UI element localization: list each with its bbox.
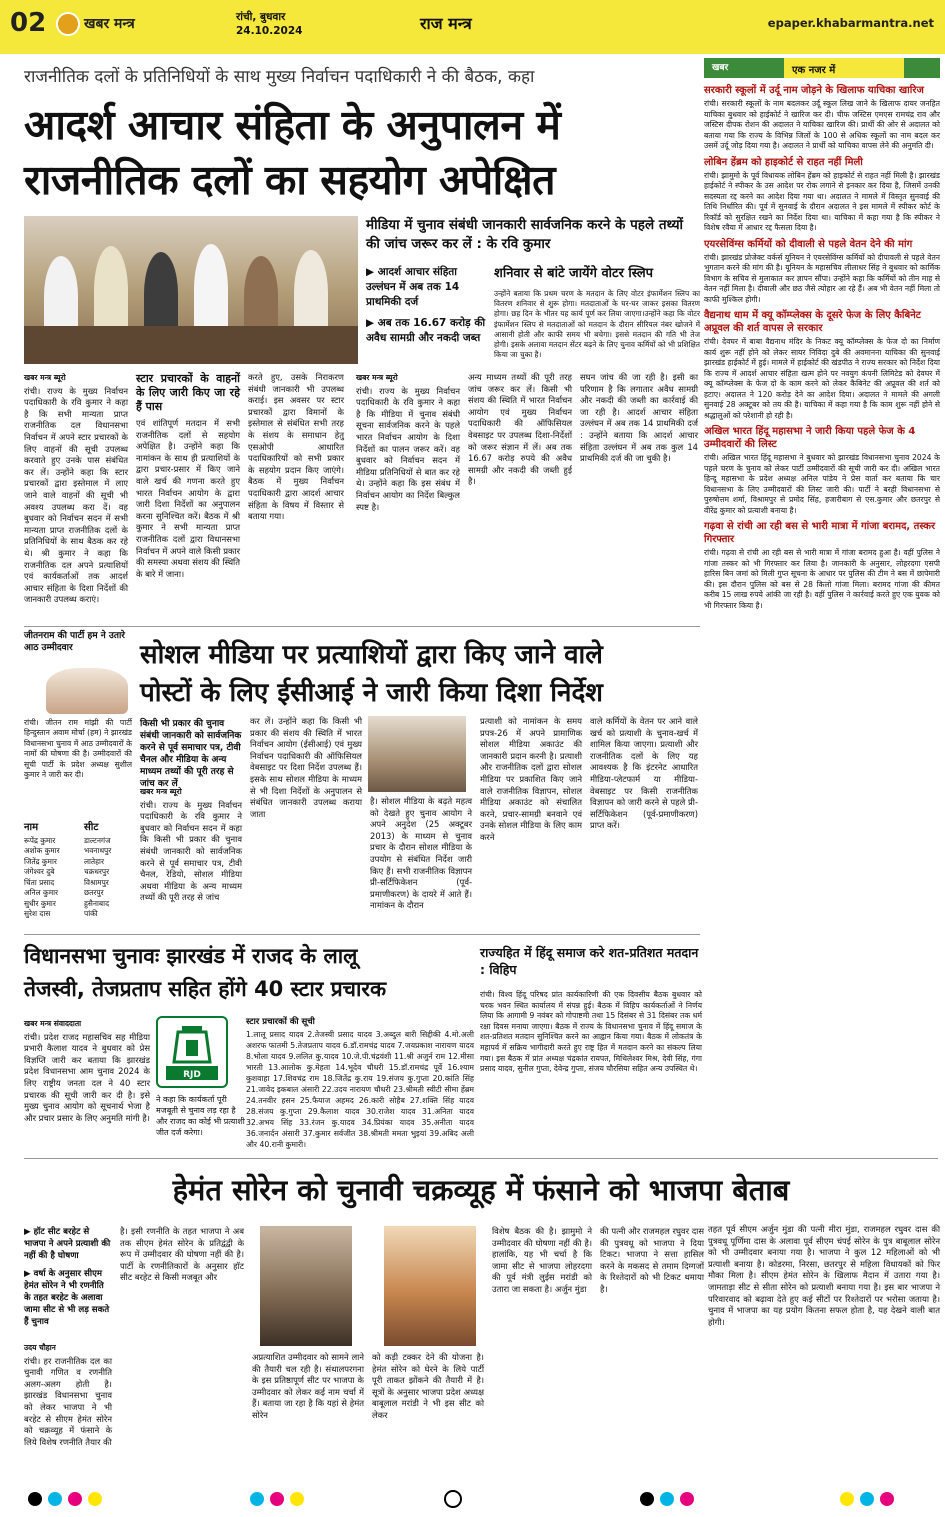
hemant-byline: उदय चौहान <box>24 1343 56 1352</box>
right-column-tag: खबर <box>712 63 729 73</box>
social-column-5: वाले कर्मियों के वेतन पर आने वाले खर्च को प्रत्याशी के चुनाव-खर्च में शामिल किया जाएगा। प्रत्याशी और राजनीतिक दलों के लिए यह आवश्यक है कि इंटरनेट आधारित मीडिया-प्लेटफार्म या मीडिया-वेबसाइट पर किसी राजनीतिक विज्ञापन को जारी करने से पहले प्री-सर्टिफिकेशन (पूर्व-प्रमाणीकरण) प्राप्त करें। <box>590 716 698 831</box>
rjd-logo-text: RJD <box>183 1070 201 1080</box>
news-brief-body: रांची। अखिल भारत हिंदू महासभा ने बुधवार को झारखंड विधानसभा चुनाव 2024 के पहले चरण के चुनाव को लेकर पार्टी उम्मीदवारों की सूची जारी कर दी। अखिल भारत हिन्दू महासभा के प्रदेश अध्यक्ष अनिल पांडेय ने प्रेस वार्ता कर बताया कि चार विधानसभा के लिए उम्मीदवारों की लिस्ट जारी की। पार्टी ने बरही विधानसभा से पुरुषोत्तम शर्मा, विश्रामपुर से प्रमोद सिंह, हजारीबाग से एस.कुमार और छतरपुर से वीरेंद्र कुमार को प्रत्याशी बनाया है। <box>704 453 940 515</box>
lead-body-columns <box>24 372 700 622</box>
lead-subheadline: मीडिया में चुनाव संबंधी जानकारी सार्वजनिक करने के पहले तथ्यों की जांच जरूर कर लें : के रवि कुमार <box>366 217 684 252</box>
rjd-lantern-logo-icon <box>156 1016 228 1088</box>
registration-mark-icon <box>444 1490 462 1508</box>
news-brief-body: रांची। गढ़वा से रांची आ रही बस से भारी मात्रा में गांजा बरामद हुआ है। वहीं पुलिस ने गांजा तस्कर को भी गिरफ्तार कर लिया है। जानकारी के अनुसार, लोहरदगा एसपी हारिस बिन जमां को मिली गुप्त सूचना के आधार पर पुलिस की टीम ने बस में छापेमारी की। इस दौरान पुलिस को बस से 28 किलो गांजा मिला। बरामद गांजा की कीमत करीब 15 लाख रुपये आंकी जा रही है। वहीं पुलिस ने कार्रवाई करते हुए एक युवक को भी गिरफ्तार किया है। <box>704 548 940 610</box>
hemant-body <box>24 1226 704 1476</box>
hemant-column-5: विशेष बैठक की है। झामुमो ने उम्मीदवार की घोषणा नहीं की है। हालांकि, यह भी चर्चा है कि जामा सीट से भाजपा लोहरदगा की पूर्व मंत्री लुईस मरांडी को उतारा जा सकता है। अर्जुन मुंडा <box>492 1226 592 1294</box>
print-registration-footer <box>0 1484 945 1517</box>
hemant-column-2: है। इसी रणनीति के तहत भाजपा ने अब तक सीएम हेमंत सोरेन के प्रतिद्वंद्वी के रूप में उम्मीदवार की घोषणा नहीं की है। पार्टी के रणनीतिकारों के अनुसार हॉट सीट बरहेट से किसी मजबूत और <box>120 1226 244 1283</box>
lead-column-2 <box>136 372 240 622</box>
candidate-seat: हुसैनाबाद <box>84 898 109 908</box>
news-brief-body: रांची। झारखंड प्रोजेक्ट वर्कर्स यूनियन ने एयरसेविंग्स कर्मियों को दीपावली से पहले वेतन भुगतान करने की मांग की है। यूनियन के महासचिव लीलाधर सिंह ने बुधवार को कार्मिक विभाग के सचिव से मुलाकात कर ज्ञापन सौंपा। उन्होंने कहा कि कर्मियों को तीन माह से वेतन नहीं मिला है। दीवाली और छठ जैसे त्योहार आ रहे हैं। अब भी वेतन नहीं मिला तो काफी मुश्किल होगी। <box>704 252 940 304</box>
lead-kicker: राजनीतिक दलों के प्रतिनिधियों के साथ मुख्य निर्वाचन पदाधिकारी ने की बैठक, कहा <box>24 67 535 87</box>
lead-headline-line-2: राजनीतिक दलों का सहयोग अपेक्षित <box>24 156 556 204</box>
hemant-bullet-1: ▶ हॉट सीट बरहेट से भाजपा ने अपने प्रत्याशी की नहीं की है घोषणा <box>24 1227 111 1261</box>
dateline <box>236 10 336 44</box>
lead-column-2-text: एवं शांतिपूर्ण मतदान में सभी राजनीतिक दलों से सहयोग अपेक्षित है। उन्होंने कहा कि नामांकन के साथ ही प्रत्याशियों के द्वारा प्रचार-प्रसार में किए जाने वाले खर्च की गणना करते हुए भारत निर्वाचन आयोग के द्वारा जारी दिशा निर्देशों का अनुपालन करना सुनिश्चित करें। बैठक में श्री कुमार ने सभी मान्यता प्राप्त राजनीतिक दलों द्वारा विधानसभा निर्वाचन में अपने वाले किसी प्रकार की समस्या अथवा संशय की स्थिति के बारे में जाना। <box>136 418 240 579</box>
cec-photo <box>368 716 466 792</box>
lead-column-1 <box>24 372 128 622</box>
table-row <box>24 909 132 920</box>
hemant-headline: हेमंत सोरेन को चुनावी चक्रव्यूह में फंसाने को भाजपा बेताब <box>172 1173 790 1207</box>
divider <box>24 934 700 935</box>
table-row <box>24 867 132 878</box>
jitan-body: रांची। जीतन राम मांझी की पार्टी हिन्दुस्तान अवाम मोर्चा (हम) ने झारखंड विधानसभा चुनाव में आठ उम्मीदवारों के नामों की घोषणा की है। उम्मीदवारों की सूची पार्टी के प्रदेश अध्यक्ष सुशील कुमार ने जारी कर दी। <box>24 718 132 780</box>
rjd-headline-line-2: तेजस्वी, तेजप्रताप सहित होंगे 40 स्टार प्रचारक <box>24 977 387 1001</box>
jitan-photo <box>46 668 128 714</box>
voter-slip-body: उन्होंने बताया कि प्रथम चरण के मतदान के लिए वोटर इंफार्मेशन स्लिप का वितरण शनिवार से शुरू होगा। मतदाताओं के घर-घर जाकर इसका वितरण होगा। छह दिन के भीतर यह कार्य पूर्ण कर लिया जाएगा।उन्होंने कहा कि वोटर इंफार्मेशन स्लिप से मतदाताओं को मतदान के दौरान सीरियल नंबर खोजने में आसानी होती और काफी समय भी बचेगा। इससे मतदान की गति भी तेज होगी। इसके अलावा मतदान सेंटर बढ़ने के लिए चुनाव कर्मियों को भी प्रशिक्षित किया जा चुका है। <box>494 289 700 360</box>
lead-column-3: करते हुए, उसके निराकरण संबंधी जानकारी भी उपलब्ध कराई। इस अवसर पर स्टार प्रचारकों द्वारा विमानों के इस्तेमाल से संबंधित सभी तरह के संशय के समाधान हेतु एसओपी आधारित पदाधिकारियों को सभी प्रकार के सहयोग प्रदान किए जाएंगे। बैठक में मुख्य निर्वाचन पदाधिकारी द्वारा आदर्श आचार संहिता के विषय में विस्तार से बताया गया। <box>248 372 344 522</box>
table-row <box>24 888 132 899</box>
candidate-seat: डाल्टनगंज <box>84 835 111 845</box>
news-brief-headline: एयरसेविंग्स कर्मियों को दीवाली से पहले वेतन देने की मांग <box>704 238 913 250</box>
issue-date: 24.10.2024 <box>236 25 303 37</box>
social-column-2: कर लें। उन्होंने कहा कि किसी भी प्रकार की संशय की स्थिति में भारत निर्वाचन आयोग (ईसीआई) एवं मुख्य निर्वाचन पदाधिकारी की ऑफिसियल वेबसाइट पर दिशा निर्देश उपलब्ध हैं। इसके साथ सोशल मीडिया के माध्यम से भी दिशा निर्देशों के अनुपालन से संबंधित जानकारी उपलब्ध कराया जाता <box>250 716 362 819</box>
social-column-1: खबर मन्त्र ब्यूरो रांची। राज्य के मुख्य निर्वाचन पदाधिकारी के रवि कुमार ने बुधवार को निर्वाचन सदन में कहा कि किसी भी प्रकार की चुनाव संबंधी जानकारी को सार्वजनिक करने से पूर्व समाचार पत्र, टीवी चैनल, रेडियो, सोशल मीडिया अथवा मीडिया के अन्य माध्यम तथ्यों की पूरी तरह से जांच <box>140 787 242 903</box>
divider <box>24 626 700 627</box>
vhp-body: रांची। विश्व हिंदू परिषद प्रांत कार्यकारिणी की एक दिवसीय बैठक बुधवार को चरक भवन स्थित कार्यालय में संपन्न हुई। बैठक में विहिप कार्यकर्ताओं ने निर्णय लिया कि आगामी 9 नवंबर को गोपाष्टमी तथा 15 दिसंबर से 31 दिसंबर तक धर्म रक्षा दिवस मनाया जाएगा। बैठक में राज्य के विधानसभा चुनाव में हिंदू समाज के शत-प्रतिशत मतदान सुनिश्चित करने का आह्वान किया गया। बैठक में लोकतंत्र के महापर्व में सक्रिय भागीदारी करते हुए राष्ट्र हित में मतदान करने का संकल्प लिया गया। इस बैठक में प्रांत अध्यक्ष चंद्रकांत रायपत, मिथिलेश्वर मिश्र, देवी सिंह, गंगा प्रसाद यादव, सुनील गुप्ता, देवेन्द्र गुप्ता, संजय चौरसिया सहित अन्य उपस्थित थे। <box>480 990 702 1074</box>
vhp-headline: राज्यहित में हिंदू समाज करे शत-प्रतिशत मतदान : विहिप <box>480 945 699 977</box>
epaper-url[interactable]: epaper.khabarmantra.net <box>767 16 934 30</box>
lead-column-5: अन्य माध्यम तथ्यों की पूरी तरह जांच जरूर कर लें। किसी भी संशय की स्थिति में भारत निर्वाचन आयोग एवं मुख्य निर्वाचन पदाधिकारी की ऑफिसियल वेबसाइट पर उपलब्ध दिशा-निर्देशों को जरूर संज्ञान में लें। अब तक 16.67 करोड़ रुपये की अवैध सामग्री और नकदी की जब्ती हुई है। <box>468 372 572 487</box>
hemant-column-3: अप्रत्याशित उम्मीदवार को सामने लाने की तैयारी चल रही है। संथालपरगना के इस प्रतिष्ठापूर्ण सीट पर भाजपा के उम्मीदवार को लेकर कई नाम चर्चा में हैं। बताया जा रहा है कि यहां से हेमंत सोरेन <box>252 1352 364 1420</box>
rjd-star-list <box>246 1016 474 1156</box>
candidate-seat: विश्रामपुर <box>84 877 109 887</box>
lead-column-4 <box>356 372 460 622</box>
candidate-name: अशोक कुमार <box>24 846 60 855</box>
right-column-title: एक नजर में <box>784 58 904 78</box>
candidate-name: जितेंद्र कुमार <box>24 856 57 866</box>
news-brief-headline: सरकारी स्कूलों में उर्दू नाम जोड़ने के खिलाफ याचिका खारिज <box>704 85 924 96</box>
candidate-seat: चक्रधरपुर <box>84 867 110 876</box>
table-row <box>24 878 132 889</box>
city-day: रांची, बुधवार <box>236 11 286 23</box>
social-byline: खबर मन्त्र ब्यूरो <box>140 787 182 796</box>
page-number: 02 <box>10 8 47 38</box>
babulal-marandi-photo <box>384 1226 476 1346</box>
rjd-headline-line-1: विधानसभा चुनावः झारखंड में राजद के लालू <box>24 944 358 968</box>
lead-headline <box>24 98 700 212</box>
social-headline <box>140 636 700 714</box>
news-brief-headline: लोबिन हेंब्रम को हाइकोर्ट से राहत नहीं मिली <box>704 156 863 168</box>
lead-bullet-1: ▶ आदर्श आचार संहिता उल्लंघन में अब तक 14 प्राथमिकी दर्ज <box>366 266 460 308</box>
jitan-headline: जीतनराम की पार्टी हम ने उतारे आठ उम्मीदवार <box>24 631 125 653</box>
rjd-body <box>24 1018 150 1154</box>
candidate-name: अनिल कुमार <box>24 888 59 897</box>
voter-slip-headline: शनिवार से बांटे जायेंगे वोटर स्लिप <box>494 266 654 281</box>
candidate-seat: पांकी <box>84 909 98 918</box>
brand-logo-icon <box>56 12 80 36</box>
hemant-column-1: उदय चौहान रांची। हर राजनीतिक दल का चुनावी गणित व रणनीति अलग-अलग होती है। झारखंड विधानसभा चुनाव को लेकर भाजपा ने भी बरहेट से सीएम हेमंत सोरेन को चक्रव्यूह में फंसाने के लिये विशेष रणनीति तैयार की <box>24 1343 112 1447</box>
hemant-soren-photo <box>260 1226 352 1346</box>
hemant-right-column: तहत पूर्व सीएम अर्जुन मुंडा की पत्नी मीरा मुंडा, राजमहल रघुवर दास की पुत्रवधू पूर्णिमा दास के अलावा पूर्व सीएम चंपई सोरेन के पुत्र बाबूलाल सोरेन को भी उम्मीदवार बनाया गया है। भाजपा ने कुल 12 महिलाओं को भी प्रत्याशी बनाया है। कोडरमा, निरसा, छतरपुर से महिला विधायकों को फिर मौका मिला है। सीएम हेमंत सोरेन के खिलाफ मैदान में उतारा गया है। जामताड़ा सीट से सीता सोरेन को प्रत्याशी बनाया गया है। इस बार भाजपा ने परिवारवाद को बढ़ावा देते हुए कई सीटों पर रिश्तेदारों पर भरोसा जताया है। चुनाव में भाजपा का यह प्रयोग कितना सफल होता है, यह देखने वाली बात होगी। <box>708 1224 940 1327</box>
lead-bullet-2: ▶ अब तक 16.67 करोड़ की अवैध सामग्री और नकदी जब्त <box>366 317 486 344</box>
news-brief-body: रांची। सरकारी स्कूलों के नाम बदलकर उर्दू स्कूल लिख जाने के खिलाफ दायर जनहित याचिका बुधवार को हाईकोर्ट ने खारिज कर दी। चीफ जस्टिस एमएस रामचंद्र राव और जस्टिस दीपक रोशन की अदालत ने याचिका खारिज की। प्रार्थी की ओर से अदालत को बताया गया कि राज्य के विभिन्न जिलों के 100 से अधिक स्कूलों का नाम बदल कर उसमें उर्दू जोड़ दिया गया है। अदालत ने प्रार्थी को याचिका वापस लेने की अनुमति दी। <box>704 99 940 150</box>
hemant-column-6: की पत्नी और राजमहल रघुवर दास की पुत्रवधू को भाजपा ने दिया टिकट। भाजपा ने सत्ता हासिल करने के मकसद से तमाम दिग्गजों के रिश्तेदारों को भी टिकट थमाया है। <box>600 1226 704 1294</box>
candidate-name: सुधीर कुमार <box>24 898 56 908</box>
news-brief-body: रांची। झामुमो के पूर्व विधायक लोबिन हेंब्रम को हाइकोर्ट से राहत नहीं मिली है। झारखंड हाईकोर्ट ने स्पीकर के उस आदेश पर रोक लगाने से इनकार कर दिया है, जिसमें उनकी सदस्यता रद्द करने का आदेश दिया गया था। अदालत ने मामले में विस्तृत सुनवाई की तिथि निर्धारित की। पूर्व में सुनवाई के दौरान अदालत ने इस मामले में स्पीकर कोर्ट के रिकॉर्ड को सुरक्षित रखने का निर्देश दिया था। याचिका में कहा गया है कि स्पीकर ने विशेष रवैया में आधार रद्द फैसला दिया है। <box>704 170 940 232</box>
lead-bullets <box>366 265 486 363</box>
social-subheadline: किसी भी प्रकार की चुनाव संबंधी जानकारी को सार्वजनिक करने से पूर्व समाचार पत्र, टीवी चैनल और मीडिया के अन्य माध्यम तथ्यों की पूरी तरह से जांच कर लें <box>140 719 242 789</box>
rjd-subtext: ने कहा कि कार्यकर्ता पूरी मजबूती से चुनाव लड़ रहा है और राजद का कोई भी प्रत्याशी जीत दर्ज करेगा। <box>156 1095 245 1137</box>
table-header: नाम सीट <box>24 822 99 833</box>
right-column-news <box>704 56 940 1160</box>
meeting-photo <box>24 216 358 364</box>
rjd-body-text: रांची। प्रदेश राजद महासचिव सह मीडिया प्रभारी कैलाश यादव ने बुधवार को प्रेस विज्ञप्ति जारी कर बताया कि झारखंड प्रदेश विधानसभा आम चुनाव 2024 के लिए राष्ट्रीय जनता दल ने 40 स्टार प्रचारक की सूची जारी कर दी है। इसे मुख्य चुनाव आयोग को सूचनार्थ भेजा है और प्रचार प्रसार के लिए अनुमति मांगी है। <box>24 1031 150 1123</box>
star-list-head: स्टार प्रचारकों की सूची <box>246 1017 315 1027</box>
star-list-text: 1.लालू प्रसाद यादव 2.तेजस्वी प्रसाद यादव 3.अब्दुल बारी सिद्दीकी 4.मो.अली अशरफ फातमी 5.तेजप्रताप यादव 6.डॉ.रामचंद्र यादव 7.जयप्रकाश नारायण यादव 8.भोला यादव 9.ललित कु.यादव 10.जे.पी.चंद्रवंशी 11.श्री अजुर्न राम 12.मीसा भारती 13.आलोक कु.मेहता 14.भूदेव चौधरी 15.डॉ.रामचंद्र पूर्वे 16.श्याम कुशवाहा 17.शिवचंद्र राम 18.जितेंद्र कु.राय 19.संजय कु.गुप्ता 20.कांति सिंह 21.जावेद इकबाल अंसारी 22.उदय नारायण चौधरी 23.श्रीमती स्वीटी सीमा हेंब्रम 24.तनवीर हसन 25.फैयाज अहमद 26.कारी सोहैब 27.शक्ति सिंह यादव 28.संजय कु.गुप्ता 29.कैलाश यादव 30.राजेश यादव 31.अनिता यादव 32.अभय सिंह 33.रंजन कु.यादव 34.प्रियंका यादव 35.अनीता यादव 36.जनार्दन अंसारी 37.कुमार सर्वजीत 38.श्रीमती ममता भुइयां 39.अबिद अली और 40.रानी कुमारी। <box>246 1030 474 1149</box>
news-brief-headline: वैद्यनाथ धाम में क्यू कॉम्प्लेक्स के दूसरे फेज के लिए कैबिनेट अप्रूवल की शर्त वापस ले सरकार <box>704 310 921 334</box>
rjd-byline: खबर मन्त्र संवाददाता <box>24 1019 82 1028</box>
hemant-bullet-2: ▶ वर्षा के अनुसार सीएम हेमंत सोरेन ने भी रणनीति के तहत बरहेट के अलावा जामा सीट से भी लड़ सकते हैं चुनाव <box>24 1269 110 1327</box>
rjd-headline <box>24 940 474 1014</box>
candidate-seat: लातेहार <box>84 856 104 866</box>
candidate-name: जंगेश्वर दुबे <box>24 867 55 876</box>
lead-column-1-text: रांची। राज्य के मुख्य निर्वाचन पदाधिकारी के रवि कुमार ने कहा है कि सभी मान्यता प्राप्त राजनीतिक दल विधानसभा निर्वाचन में अपने स्टार प्रचारकों के लिए वाहनों की सूची उपलब्ध करवाते हुए उनके पास संबंधित कर लें। उन्होंने कहा कि स्टार प्रचारकों द्वारा इस्तेमाल में लाए जाने वाले वाहनों की सूची भी अवश्य उपलब्ध करा दें। वह बुधवार को निर्वाचन सदन में सभी मान्यता प्राप्त राजनीतिक दलों के प्रतिनिधियों के साथ बैठक कर रहे थे। श्री कुमार ने कहा कि राजनीतिक दल अपने प्रत्याशियों एवं कार्यकर्ताओं तक आदर्श आचार संहिता के दिशा निर्देशों की जानकारी उपलब्ध कराएं। <box>24 385 128 605</box>
section-title: राज मन्त्र <box>420 14 472 33</box>
social-headline-line-2: पोस्टों के लिए ईसीआई ने जारी किया दिशा निर्देश <box>140 678 603 708</box>
hemant-column-4: को कड़ी टक्कर देने की योजना है। हेमंत सोरेन को घेरने के लिये पार्टी पूरी ताकत झोंकने की तैयारी में है। सूत्रों के अनुसार भाजपा प्रदेश अध्यक्ष बाबूलाल मरांडी ने भी इस सीट को लेकर <box>372 1352 484 1420</box>
social-column-4: प्रत्याशी को नामांकन के समय प्रपत्र-26 में अपने प्रामाणिक सोशल मीडिया अकाउंट की जानकारी प्रदान करनी है। प्रत्याशी और राजनीतिक दलों द्वारा सोशल मीडिया पर प्रकाशित किए जाने वाले राजनीतिक विज्ञापन, सोशल मीडिया अकाउंट को संचालित करने, प्रचार-सामग्री बनवाने एवं उनके सोशल मीडिया के लिए काम करने <box>480 716 582 842</box>
news-brief-headline: गढ़वा से रांची आ रही बस से भारी मात्रा में गांजा बरामद, तस्कर गिरफ्तार <box>704 521 936 545</box>
lead-byline-2: खबर मन्त्र ब्यूरो <box>356 373 398 382</box>
candidate-seat: छतरपुर <box>84 888 104 897</box>
table-row <box>24 857 132 868</box>
news-brief-headline: अखिल भारत हिंदू महासभा ने जारी किया पहले फेज के 4 उम्मीदवारों की लिस्ट <box>704 426 916 450</box>
table-row <box>24 899 132 910</box>
jitan-candidate-table <box>24 822 132 922</box>
lead-column-4-text: रांची। राज्य के मुख्य निर्वाचन पदाधिकारी के रवि कुमार ने कहा है कि मीडिया में चुनाव संबंधी सूचना सार्वजनिक करने के पहले भारत निर्वाचन आयोग के दिशा निर्देशों का पालन जरूर करें। वह बुधवार को निर्वाचन सदन में मीडिया प्रतिनिधियों से बात कर रहे थे। उन्होंने कहा कि इस संबंध में निर्वाचन आयोग का निर्देश बिल्कुल स्पष्ट है। <box>356 385 460 512</box>
star-vehicle-headline: स्टार प्रचारकों के वाहनों के लिए जारी किए जा रहे हैं पास <box>136 372 240 413</box>
social-headline-line-1: सोशल मीडिया पर प्रत्याशियों द्वारा किए जाने वाले <box>140 640 603 670</box>
lead-headline-line-1: आदर्श आचार संहिता के अनुपालन में <box>24 101 561 149</box>
brand-name: खबर मन्त्र <box>84 16 135 32</box>
candidate-seat: भवनाथपुर <box>84 846 112 855</box>
lead-column-6: सघन जांच की जा रही है। इसी का परिणाम है कि लगातार अवैध सामग्री और नकदी की जब्ती का कार्रवाई की जा रही है। आदर्श आचार संहिता उल्लंघन में अब तक 14 प्राथमिकी दर्ज : उन्होंने बताया कि आदर्श आचार संहिता उल्लंघन में अब तक कुल 14 प्राथमिकी दर्ज की जा चुकी है। <box>580 372 698 464</box>
candidate-name: चिंता प्रसाद <box>24 877 55 887</box>
table-row <box>24 836 132 847</box>
candidate-name: रूपेंद्र कुमार <box>24 835 56 845</box>
table-row <box>24 846 132 857</box>
hemant-bullets <box>24 1226 112 1336</box>
social-column-3: है। सोशल मीडिया के बढ़ते महत्व को देखते हुए चुनाव आयोग ने अपने अनुदेश (25 अक्टूबर 2013) के माध्यम से चुनाव प्रचार के दौरान सोशल मीडिया के उपयोग से संबंधित निर्देश जारी किए हैं। सभी राजनीतिक विज्ञापन प्री-सर्टिफिकेशन (पूर्व-प्रमाणीकरण) के दायरे में आते हैं। नामांकन के दौरान <box>370 796 472 911</box>
candidate-name: सुरेश दास <box>24 909 51 918</box>
lead-byline-1: खबर मन्त्र ब्यूरो <box>24 373 66 382</box>
news-brief-body: रांची। देवघर में बाबा वैद्यनाथ मंदिर के निकट क्यू कॉम्प्लेक्स के फेज दो का निर्माण कार्य शुरू नहीं होने को लेकर सायर निविदा दुबे की अवमानना याचिका की सुनवाई झारखंड हाईकोर्ट में हुई। मामले में हाईकोर्ट की खंडपीठ ने राज्य सरकार को निर्देश दिया कि राज्य में आदर्श आचार संहिता खत्म होने पर नवयुग कंपनी लिमिटेड को देवघर में क्यू कॉम्प्लेक्स के फेज दो के काम करने को लेकर कैबिनेट की अप्रूवल की शर्त को हटाए। अदालत ने 120 करोड़ देने का आदेश दिया। अदालत ने मामले की अगली सुनवाई 28 अक्टूबर को तय की है। याचिका में कहा गया है कि काम शुरू नहीं होने से श्रद्धालुओं को परेशानी हो रही है। <box>704 337 940 420</box>
